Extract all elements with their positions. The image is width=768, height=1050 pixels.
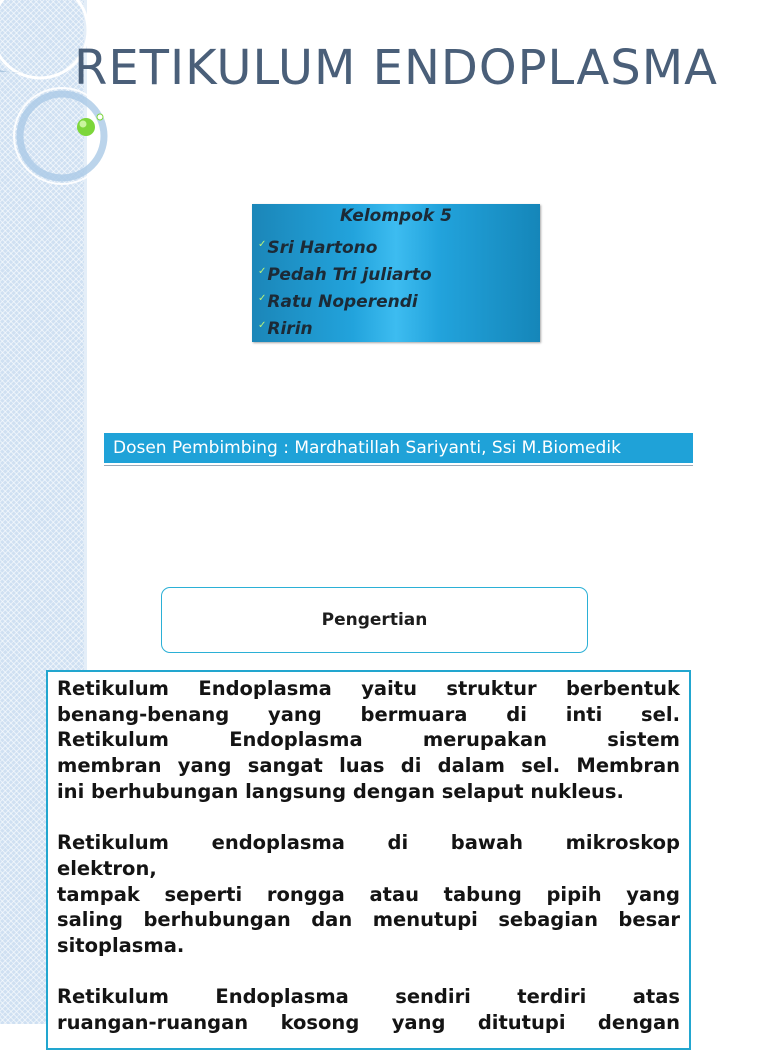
small-dot-icon [97,114,103,120]
member-item [258,234,432,261]
member-item [258,288,432,315]
text-line: Retikulum Endoplasma merupakan sistem [57,728,680,752]
decorative-ring-outline [14,88,110,184]
slide-title: RETIKULUM ENDOPLASMA [74,40,718,96]
group-members-box [252,204,540,342]
text-line: Retikulum Endoplasma sendiri terdiri atas [57,985,680,1009]
decorative-ring-bottom [20,94,104,178]
member-name: Ririn [267,318,313,339]
paragraph-3 [57,984,680,1035]
definition-text-box [46,670,691,1050]
green-dot-icon [77,118,95,136]
pengertian-label: Pengertian [321,610,428,630]
member-name: Ratu Noperendi [267,291,418,312]
text-line: ini berhubungan langsung dengan selaput nukleus. [57,779,624,803]
check-icon: ✓ [258,292,267,304]
paragraph-2 [57,830,680,959]
text-line: Retikulum Endoplasma yaitu struktur berbentuk [57,677,680,700]
green-dot-highlight [80,121,87,128]
pengertian-button[interactable] [161,587,588,653]
member-item [258,315,432,342]
text-line: tampak seperti rongga atau tabung pipih yang [57,882,680,906]
text-line: sitoplasma. [57,934,185,958]
text-line: saling berhubungan dan menutupi sebagian besar [57,908,680,932]
text-line: Retikulum endoplasma di bawah mikroskop [57,831,680,855]
text-line: ruangan-ruangan kosong yang ditutupi dengan [57,1011,680,1035]
decorative-circles [0,0,120,200]
check-icon: ✓ [258,265,267,277]
lecturer-banner: Dosen Pembimbing : Mardhatillah Sariyanti, Ssi M.Biomedik [104,433,693,463]
member-name: Sri Hartono [267,237,378,258]
text-line: membran yang sangat luas di dalam sel. Membran [57,754,680,778]
text-line: benang-benang yang bermuara di inti sel. [57,702,680,726]
check-icon: ✓ [258,319,267,331]
group-heading: Kelompok 5 [340,206,452,226]
text-line: elektron, [57,856,157,880]
paragraph-1 [57,676,680,805]
check-icon: ✓ [258,238,267,250]
member-list [258,234,432,342]
member-name: Pedah Tri juliarto [267,264,432,285]
member-item [258,261,432,288]
